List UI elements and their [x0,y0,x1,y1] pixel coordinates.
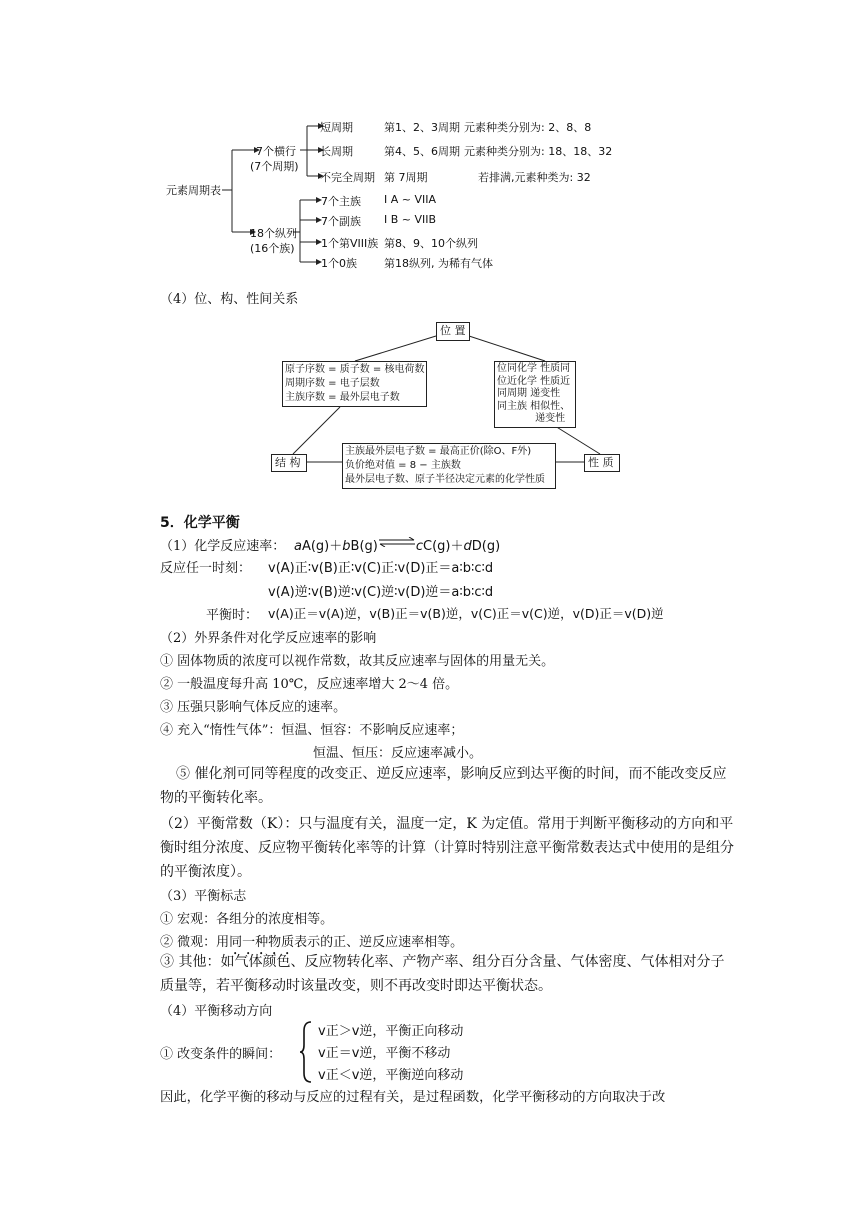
cols-label: 18个纵列 [250,227,297,240]
emphasis-text: 同一种物质 [229,935,295,950]
section-title: （4）位、构、性间关系 [160,292,299,307]
p3-item3: ③ 其他：如气体颜色、反应物转化率、产物产率、组分百分含量、气体密度、气体相对分子质量等，若平衡移动时该量改变，则不再改变时即达平衡状态。 [160,954,725,994]
box-line: 同主族 相似性、 [497,400,571,412]
box-line: 同周期 递变性 [497,388,561,399]
reaction-equation: aA(g)＋bB(g) cC(g)＋dD(g) [294,539,501,554]
period-range: 第 7周期 [384,171,428,184]
group-name: 1个0族 [321,257,357,270]
p2-item5: ⑤ 催化剂可同等程度的改变正、逆反应速率，影响反应到达平衡的时间，而不能改变反应物的平衡转化率。 [160,766,727,806]
section5-title: 5．化学平衡 [160,515,240,531]
box-line: 递变性 [497,413,566,424]
period-note: 元素种类分别为: 18、18、32 [464,145,613,158]
box-line: 周期序数 = 电子层数 [285,378,380,389]
period-note: 元素种类分别为: 2、8、8 [464,121,592,134]
box-line: 负价绝对值 = 8 − 主族数 [345,460,461,471]
rows-sub: (7个周期) [250,160,299,173]
p3-title: （3）平衡标志 [160,889,247,904]
group-range: 第18纵列, 为稀有气体 [384,257,493,270]
p2b-paragraph: （2）平衡常数（K）：只与温度有关，温度一定，K 为定值。常用于判断平衡移动的方向和平衡时组分浓度、反应物平衡转化率等的计算（计算时特别注意平衡常数表达式中使用的是组分的平衡浓度）。 [160,816,734,880]
box-line: 位近化学 性质近 [497,375,571,387]
p1-label: （1）化学反应速率： [160,539,286,554]
box-line: 主族最外层电子数 = 最高正价(除O、F外) [345,446,532,457]
eq-label: 平衡时： [206,608,259,623]
property-label: 性 质 [588,456,614,469]
period-range: 第4、5、6周期 [384,145,460,158]
group-name: 7个主族 [321,195,361,208]
p4-title: （4）平衡移动方向 [160,1004,273,1019]
p2-item: ③ 压强只影响气体反应的速率。 [160,700,347,715]
box-line: 最外层电子数、原子半径决定元素的化学性质 [345,474,545,485]
box-line: 主族序数 = 最外层电子数 [285,392,400,403]
p2-title: （2）外界条件对化学反应速率的影响 [160,631,377,646]
brace-icon [299,1021,313,1083]
box-line: 位同化学 性质同 [497,363,571,374]
group-name: 1个第VIII族 [321,237,379,250]
group-range: 第8、9、10个纵列 [384,237,478,250]
p2-item: 恒温、恒压：反应速率减小。 [313,746,483,761]
structure-box [271,454,307,472]
rows-label: 7个横行 [256,145,296,158]
period-name: 长周期 [320,145,353,158]
left-box [282,361,427,407]
structure-label: 结 构 [275,456,301,469]
property-box [584,454,620,472]
equilibrium-arrow-icon [378,537,416,547]
p3-item: ② 微观：用同一种物质表示的正、逆反应速率相等。 [160,935,464,950]
p4-case: v正＞v逆，平衡正向移动 [318,1024,464,1039]
group-range: I A ~ VIIA [384,193,437,206]
period-note: 若排满,元素种类为: 32 [478,171,591,184]
p4-case: v正＝v逆，平衡不移动 [318,1046,451,1061]
position-label: 位 置 [440,324,466,337]
bottom-box [342,443,556,489]
group-range: I B ~ VIIB [384,213,437,226]
period-range: 第1、2、3周期 [384,121,460,134]
p2-item: ④ 充入“惰性气体”：恒温、恒容：不影响反应速率； [160,723,464,738]
anytime-label: 反应任一时刻： [160,561,252,576]
period-name: 不完全周期 [320,171,375,184]
rate-reverse: v(A)逆∶v(B)逆∶v(C)逆∶v(D)逆＝a∶b∶c∶d [268,585,494,600]
p3-item: ① 宏观：各组分的浓度相等。 [160,912,334,927]
right-box [494,361,576,428]
rate-forward: v(A)正∶v(B)正∶v(C)正∶v(D)正＝a∶b∶c∶d [268,561,494,576]
box-line: 原子序数 = 质子数 = 核电荷数 [285,364,425,375]
p2-item: ① 固体物质的浓度可以视作常数，故其反应速率与固体的用量无关。 [160,654,555,669]
tree-root: 元素周期表 [166,184,221,197]
p4-tail: 因此，化学平衡的移动与反应的过程有关，是过程函数，化学平衡移动的方向取决于改 [160,1090,666,1105]
period-name: 短周期 [320,121,353,134]
p4-label: ① 改变条件的瞬间： [160,1047,282,1062]
position-box [436,322,470,341]
eq-line: v(A)正＝v(A)逆，v(B)正＝v(B)逆，v(C)正＝v(C)逆，v(D)正＝v(D)逆 [268,606,664,621]
p4-case: v正＜v逆，平衡逆向移动 [318,1068,464,1083]
cols-sub: (16个族) [250,242,295,255]
p2-item: ② 一般温度每升高 10℃，反应速率增大 2～4 倍。 [160,677,459,692]
group-name: 7个副族 [321,215,361,228]
